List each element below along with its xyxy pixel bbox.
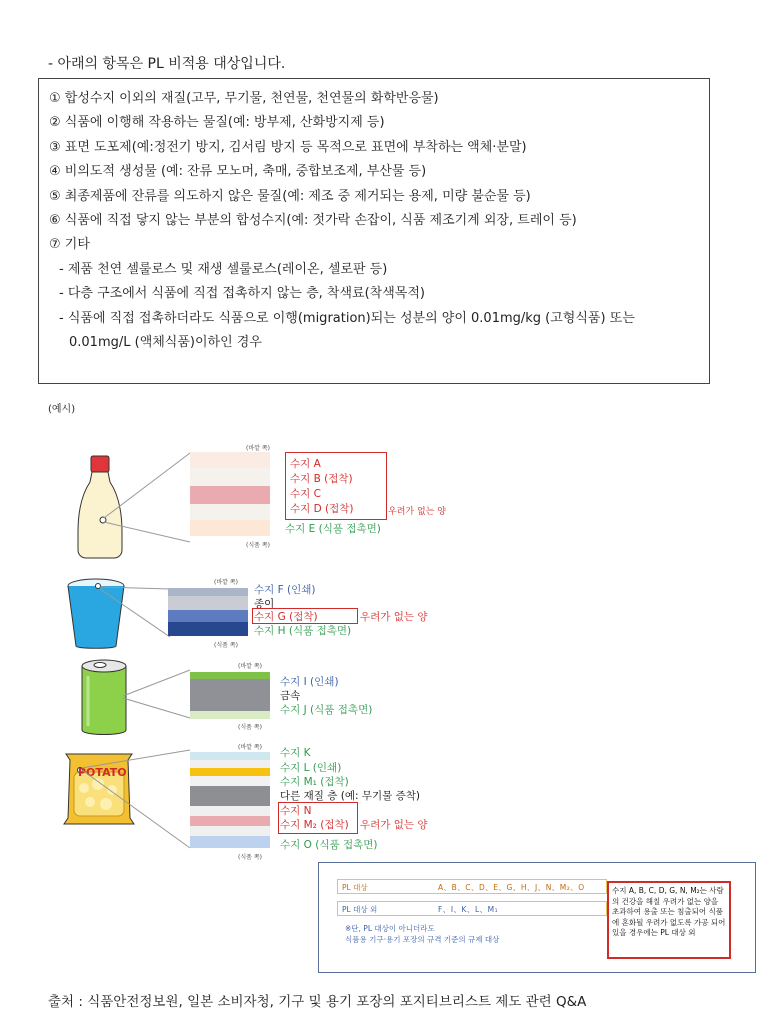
safe-amount-note: 우려가 없는 양	[360, 819, 428, 831]
safe-amount-note: 우려가 없는 양	[388, 507, 446, 517]
print-layer-label: 수지 I (인쇄)	[280, 676, 339, 688]
adhesive-m1-label: 수지 M₁ (접착)	[280, 776, 349, 788]
layer-band	[190, 768, 270, 776]
layer-band	[190, 468, 270, 486]
layer-band	[190, 679, 270, 711]
list-item: ③ 표면 도포제(예:정전기 방지, 김서림 방지 등 목적으로 표면에 부착하는 액체·분말)	[49, 139, 527, 155]
layer-band	[190, 826, 270, 836]
layer-band	[190, 520, 270, 536]
list-item: ⑤ 최종제품에 잔류를 의도하지 않은 물질(예: 제조 중 제거되는 용제, 미량 불순물 등)	[49, 188, 531, 204]
legend-box	[318, 862, 756, 973]
resin-k-label: 수지 K	[280, 747, 311, 759]
cup-zoom-lines	[96, 584, 176, 644]
list-item: ⑥ 식품에 직접 닿지 않는 부분의 합성수지(예: 젓가락 손잡이, 식품 제조기계 외장, 트레이 등)	[49, 213, 577, 229]
layer-band	[168, 588, 248, 596]
resin-label: 수지 D (접착)	[290, 503, 354, 515]
layer-band	[190, 836, 270, 848]
list-item: ④ 비의도적 생성물 (예: 잔류 모노머, 축매, 중합보조제, 부산물 등)	[49, 164, 427, 180]
layer-band	[190, 711, 270, 719]
adhesive-layer-label: 수지 G (접착)	[254, 611, 318, 623]
outer-side-label: (바깥 쪽)	[246, 445, 270, 452]
layer-band	[168, 610, 248, 622]
contact-layer-label: 수지 H (식품 접촉면)	[254, 625, 352, 637]
sub-list-item: - 다층 구조에서 식품에 직접 접촉하지 않는 층, 착색료(착색목적)	[59, 286, 425, 302]
layer-band	[190, 504, 270, 520]
resin-n-label: 수지 N	[280, 805, 312, 817]
sub-list-item: - 제품 천연 셀룰로스 및 재생 셀룰로스(레이온, 셀로판 등)	[59, 261, 388, 277]
outer-side-label: (바깥 쪽)	[238, 663, 262, 670]
food-side-label: (식품 쪽)	[214, 642, 238, 649]
sub-list-item: - 식품에 직접 접촉하더라도 식품으로 이행(migration)되는 성분의 양이 0.01mg/kg (고형식품) 또는	[59, 310, 635, 326]
bag-brand-text: POTATO	[78, 766, 127, 779]
outer-side-label: (바깥 쪽)	[238, 744, 262, 751]
can-zoom-lines	[120, 666, 195, 726]
list-item: ⑦ 기타	[49, 237, 90, 253]
pl-non-target-values: F、I、K、L、M₁	[438, 905, 499, 914]
layer-band	[168, 622, 248, 636]
bag-zoom-lines	[80, 748, 195, 858]
layer-band	[168, 596, 248, 610]
food-side-label: (식품 쪽)	[238, 854, 262, 861]
legend-red-note: 수지 A, B, C, D, G, N, M₂는 사람의 건강을 해칠 우려가 없는 양을 초과하여 용출 또는 침출되어 식품에 혼화될 우려가 없도록 가공 되어 있을 경우에는 PL 대상 외	[607, 881, 731, 959]
legend-note: ※단, PL 대상이 아니더라도	[345, 924, 435, 933]
intro-text: - 아래의 항목은 PL 비적용 대상입니다.	[48, 56, 286, 72]
bottle-zoom-lines	[100, 450, 195, 550]
paper-layer-label: 종이	[254, 598, 275, 610]
adhesive-m2-label: 수지 M₂ (접착)	[280, 819, 349, 831]
layer-band	[190, 806, 270, 816]
layer-band	[190, 776, 270, 786]
print-layer-label: 수지 F (인쇄)	[254, 584, 316, 596]
layer-band	[190, 760, 270, 768]
resin-label: 수지 A	[290, 458, 321, 470]
contact-layer-label: 수지 O (식품 접촉면)	[280, 839, 378, 851]
list-item: ② 식품에 이행해 작용하는 물질(예: 방부제, 산화방지제 등)	[49, 115, 385, 131]
layer-band	[190, 672, 270, 679]
layer-band	[190, 752, 270, 760]
example-label: (예시)	[48, 404, 76, 415]
layer-band	[190, 786, 270, 806]
contact-layer-label: 수지 E (식품 접촉면)	[285, 523, 381, 535]
food-side-label: (식품 쪽)	[238, 724, 262, 731]
pl-target-values: A、B、C、D、E、G、H、J、N、M₂、O	[438, 883, 585, 892]
food-side-label: (식품 쪽)	[246, 542, 270, 549]
pl-target-label: PL 대상	[342, 883, 368, 892]
exclusion-list-box	[38, 78, 710, 384]
pl-target-row	[337, 879, 607, 894]
pl-non-target-row	[337, 901, 607, 916]
resin-label: 수지 C	[290, 488, 321, 500]
print-layer-label: 수지 L (인쇄)	[280, 762, 342, 774]
metal-layer-label: 금속	[280, 690, 301, 702]
pl-non-target-label: PL 대상 외	[342, 905, 378, 914]
source-citation: 출처 : 식품안전정보원, 일본 소비자청, 기구 및 용기 포장의 포지티브리스트 제도 관련 Q&A	[48, 994, 587, 1010]
resin-label: 수지 B (접착)	[290, 473, 353, 485]
list-item: ① 합성수지 이외의 재질(고무, 무기물, 천연물, 천연물의 화학반응물)	[49, 91, 439, 106]
contact-layer-label: 수지 J (식품 접촉면)	[280, 704, 373, 716]
other-material-label: 다른 재질 층 (예: 무기물 증착)	[280, 790, 420, 802]
layer-band	[190, 486, 270, 504]
layer-band	[190, 816, 270, 826]
legend-note: 식품용 기구·용기 포장의 규격 기준의 규제 대상	[345, 935, 500, 944]
safe-amount-note: 우려가 없는 양	[360, 611, 428, 623]
sub-list-item-continued: 0.01mg/L (액체식품)이하인 경우	[69, 335, 262, 351]
outer-side-label: (바깥 쪽)	[214, 579, 238, 586]
layer-band	[190, 452, 270, 468]
